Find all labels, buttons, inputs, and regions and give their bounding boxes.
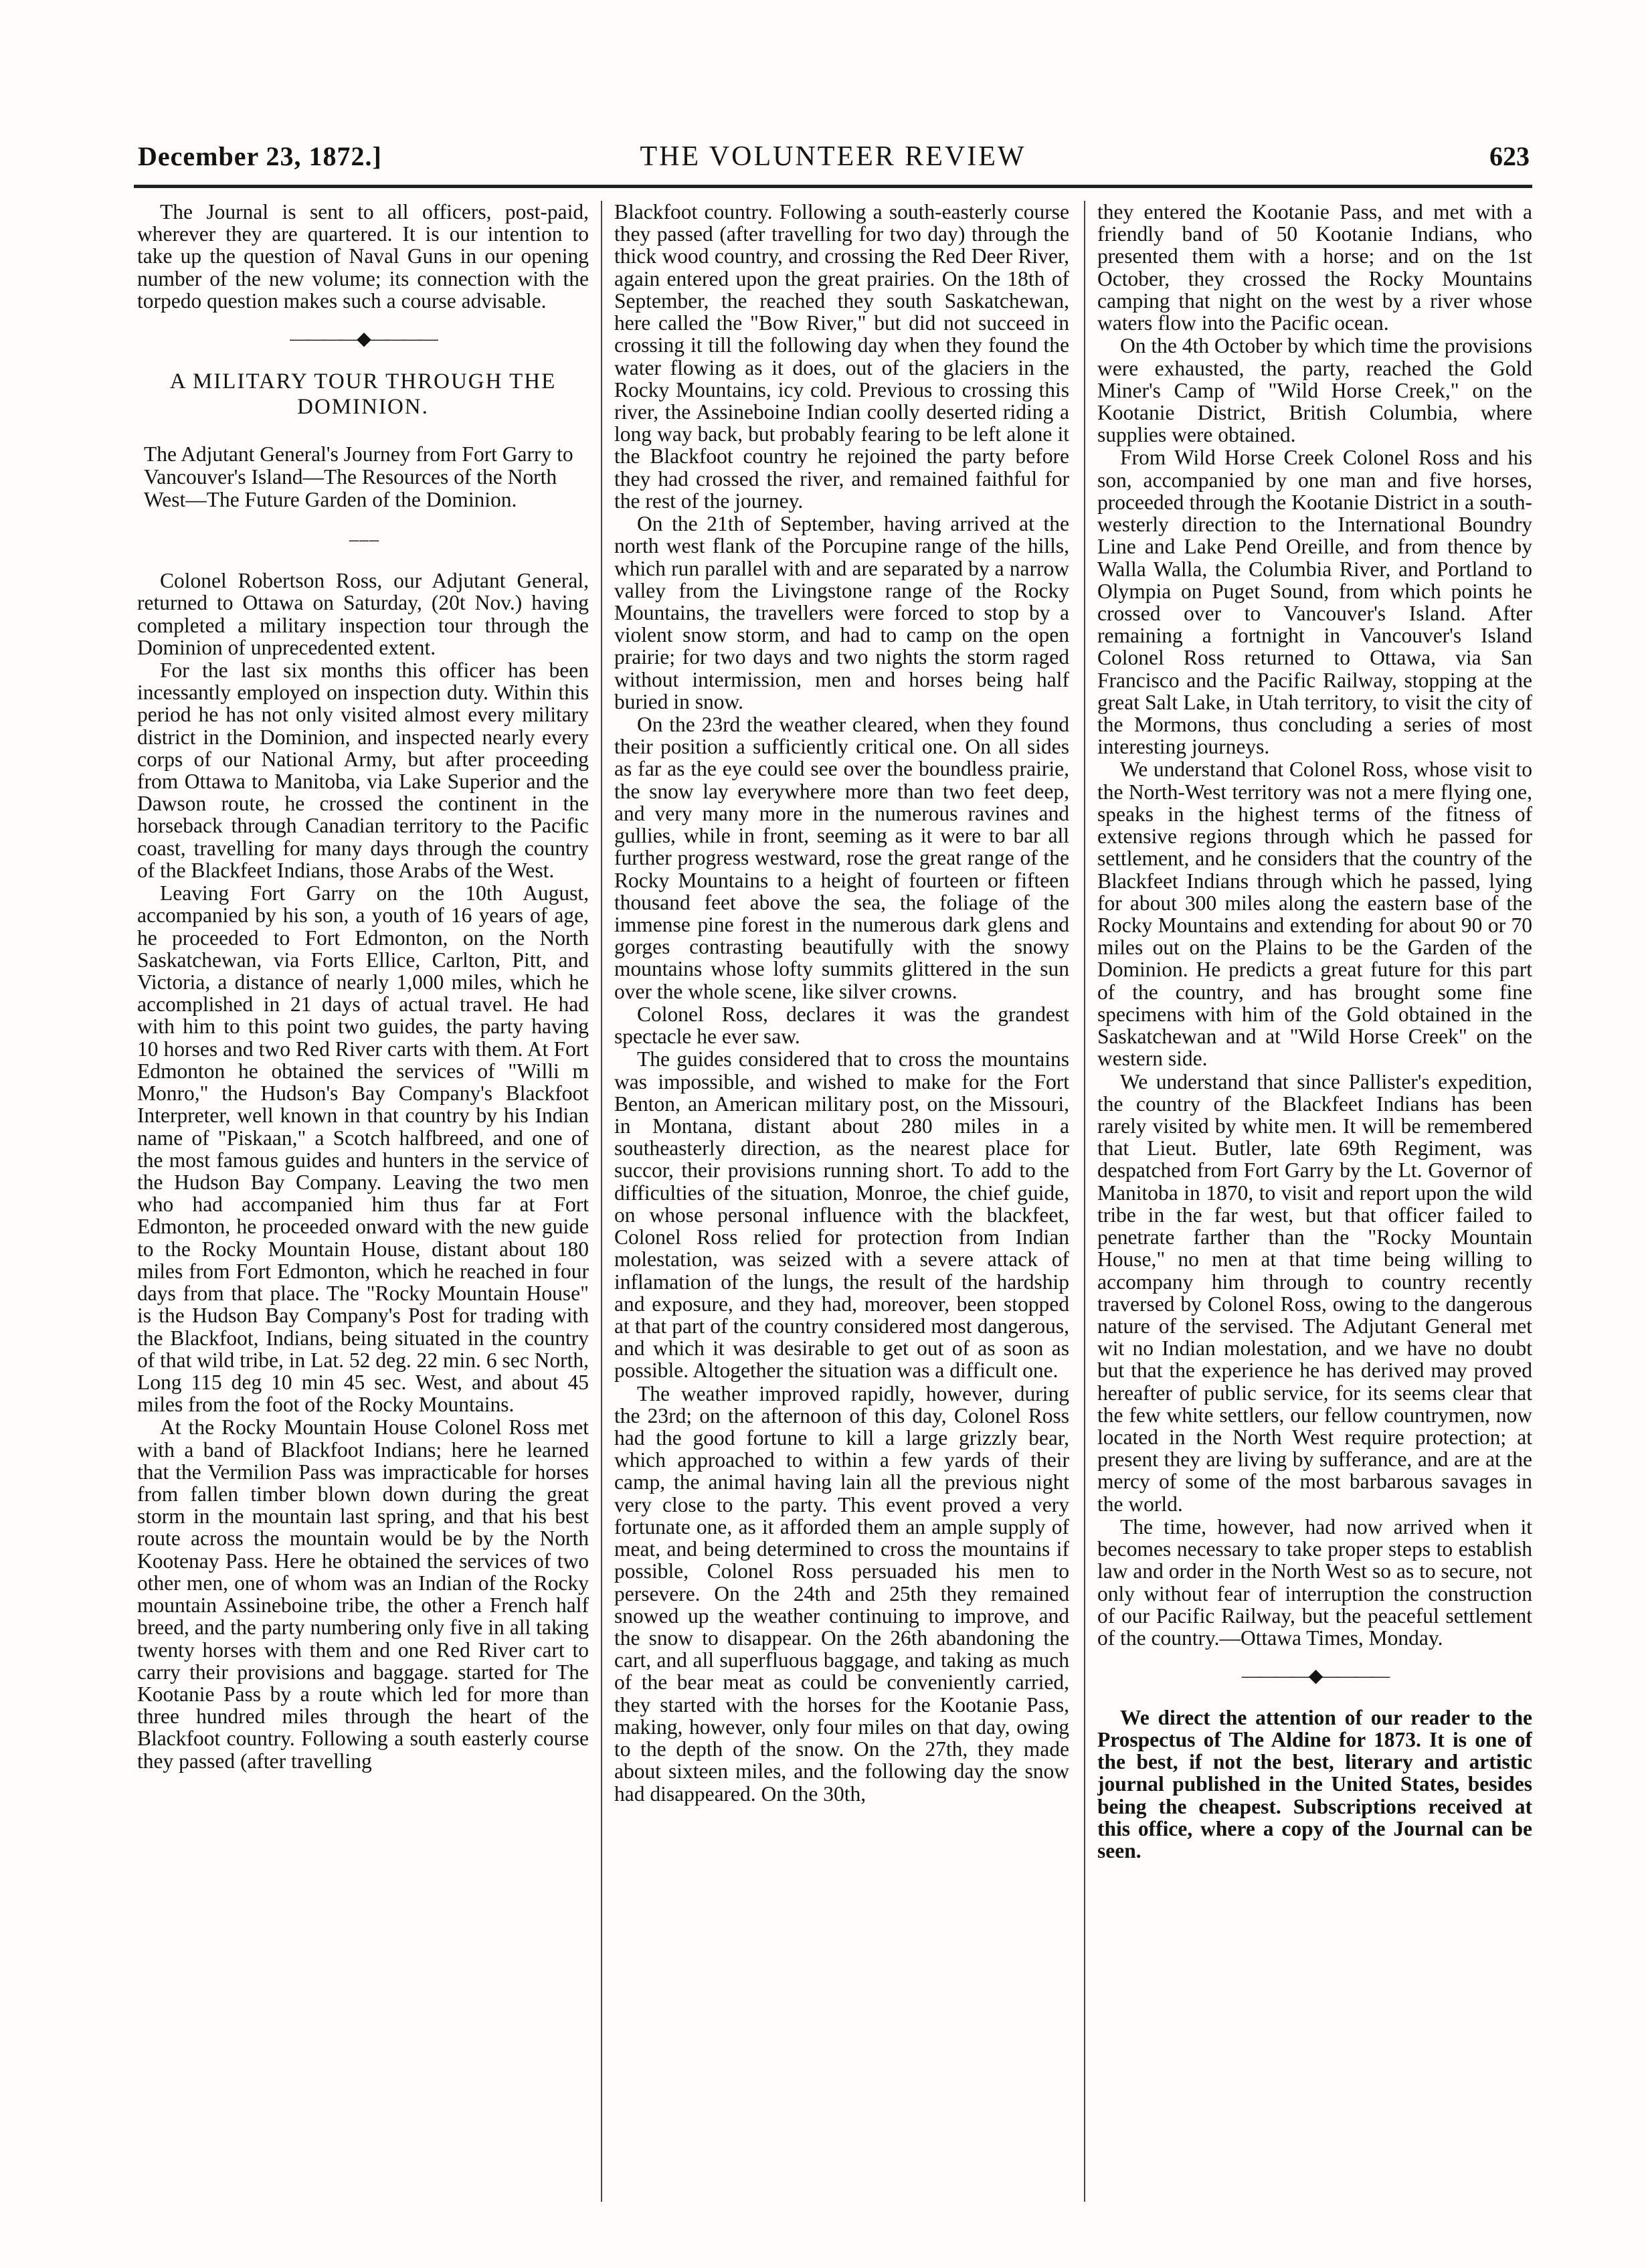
column-1 xyxy=(137,201,589,2222)
paragraph: We understand that since Pallister's expedition, the country of the Blackfeet Indians has been rarely visited by white men. It will be remembered that Lieut. Butler, late 69th Regiment, was despatched from Fort Garry by the Lt. Governor of Manitoba in 1870, to visit and report upon the wild tribe in the far west, but that officer failed to penetrate farther than the "Rocky Mountain House," no men at that time being willing to accompany him through to country recently traversed by Colonel Ross, owing to the dangerous nature of the servised. The Adjutant General met wit no Indian molestation, and we have no doubt but that the experience he has derived may proved hereafter of public service, for its seems clear that the few white settlers, our fellow countrymen, now located in the North West require protection; at present they are living by sufferance, and are at the mercy of some of the most barbarous savages in the world. xyxy=(1097,1069,1532,1516)
article-subhead: The Adjutant General's Journey from Fort Garry to Vancouver's Island—The Resources of the North West—The Future Garden of the Dominion. xyxy=(144,442,573,511)
paragraph: We understand that Colonel Ross, whose visit to the North-West territory was not a mere flying one, speaks in the highest terms of the fitness of extensive regions through which he passed for settlement, and he considers that the country of the Blackfeet Indians through which he passed, lying for about 300 miles along the eastern base of the Rocky Mountains and extending for about 90 or 70 miles out on the Plains to be the Garden of the Dominion. He predicts a great future for this part of the country, and has brought some fine specimens with him of the Gold obtained in the Saskatchewan and at "Wild Horse Creek" on the western side. xyxy=(1097,758,1532,1071)
separator-short: – – – xyxy=(349,529,377,550)
column-3 xyxy=(1097,201,1532,2222)
header-title: THE VOLUNTEER REVIEW xyxy=(640,141,1026,172)
paragraph: The guides considered that to cross the mountains was impossible, and wished to make for the Fort Benton, an American military post, on the Missouri, in Montana, distant about 280 miles in a southeasterly direction, as the nearest place for succor, their provisions running short. To add to the difficulties of the situation, Monroe, the chief guide, on whose personal influence with the blackfeet, Colonel Ross relied for protection from Indian molestation, was seized with a severe attack of inflamation of the lungs, the result of the hardship and exposure, and they had, moreover, been stopped at that part of the country considered most dangerous, and which it was desirable to get out of as soon as possible. Altogether the situation was a difficult one. xyxy=(614,1047,1069,1383)
paragraph: From Wild Horse Creek Colonel Ross and his son, accompanied by one man and five horses, proceeded through the Kootanie District in a south-westerly direction to the International Boundry Line and Lake Pend Oreille, and from thence by Walla Walla, the Columbia River, and Portland to Olympia on Puget Sound, from which points he crossed over to Vancouver's Island. After remaining a fortnight in Vancouver's Island Colonel Ross returned to Ottawa, via San Francisco and the Pacific Railway, stopping at the great Salt Lake, in Utah territory, to visit the city of the Mormons, thus concluding a series of most interesting journeys. xyxy=(1097,446,1532,759)
page-header xyxy=(134,138,1532,188)
separator: ————◆———— xyxy=(290,329,436,350)
aldine-notice: We direct the attention of our reader to the Prospectus of The Aldine for 1873. It is one of the best, if not the best, literary and artistic journal published in the United States, besides being the cheapest. Subscriptions received at this office, where a copy of the Journal can be seen. xyxy=(1097,1705,1532,1863)
column-rule-2 xyxy=(1084,201,1085,2202)
paragraph: Colonel Ross, declares it was the grandest spectacle he ever saw. xyxy=(614,1002,1069,1049)
article-headline: A MILITARY TOUR THROUGH THE DOMINION. xyxy=(169,369,557,419)
paragraph: At the Rocky Mountain House Colonel Ross met with a band of Blackfoot Indians; here he learned that the Vermilion Pass was impracticable for horses from fallen timber blown down during the great storm in the mountain last spring, and that his best route across the mountain would be by the North Kootenay Pass. Here he obtained the services of two other men, one of whom was an Indian of the Rocky mountain Assineboine tribe, the other a French half breed, and the party numbering only five in all taking twenty horses with them and one Red River cart to carry their provisions and baggage. started for The Kootanie Pass by a route which led for more than three hundred miles through the heart of the Blackfoot country. Following a south easterly course they passed (after travelling xyxy=(137,1415,589,1773)
journal-note: The Journal is sent to all officers, post-paid, wherever they are quartered. It is our intention to take up the question of Naval Guns in our opening number of the new volume; its connection with the torpedo question makes such a course advisable. xyxy=(137,201,589,313)
separator: ————◆———— xyxy=(1241,1666,1388,1687)
paragraph: On the 23rd the weather cleared, when they found their position a sufficiently critical one. On all sides as far as the eye could see over the boundless prairie, the snow lay everywhere more than two feet deep, and very many more in the numerous ravines and gullies, while in front, seeming as it were to bar all further progress westward, rose the great range of the Rocky Mountains to a height of fourteen or fifteen thousand feet above the sea, the foliage of the immense pine forest in the numerous dark glens and gorges contrasting beautifully with the snowy mountains whose lofty summits glittered in the sun over the whole scene, like silver crowns. xyxy=(614,713,1069,1003)
paragraph: Blackfoot country. Following a south-easterly course they passed (after travelling for two day) through the thick wood country, and crossing the Red Deer River, again entered upon the great prairies. On the 18th of September, the reached they south Saskatchewan, here called the "Bow River," but did not succeed in crossing it till the following day when they found the water flowing as it does, out of the glaciers in the Rocky Mountains, icy cold. Previous to crossing this river, the Assineboine Indian coolly deserted riding a long way back, but probably fearing to be left alone it the Blackfoot country he rejoined the party before they had crossed the river, and remained faithful for the rest of the journey. xyxy=(614,201,1069,513)
paragraph: On the 4th October by which time the provisions were exhausted, the party, reached the Gold Miner's Camp of "Wild Horse Creek," on the Kootanie District, British Columbia, where supplies were obtained. xyxy=(1097,334,1532,447)
column-2 xyxy=(614,201,1069,2222)
header-page-number: 623 xyxy=(1489,141,1530,171)
paragraph: For the last six months this officer has been incessantly employed on inspection duty. Within this period he has not only visited almost every military district in the Dominion, and inspected nearly every corps of our National Army, but after proceeding from Ottawa to Manitoba, via Lake Superior and the Dawson route, he crossed the continent in the horseback through Canadian territory to the Pacific coast, travelling for many days through the country of the Blackfeet Indians, those Arabs of the West. xyxy=(137,658,589,882)
paragraph: On the 21th of September, having arrived at the north west flank of the Porcupine range of the hills, which run parallel with and are separated by a narrow valley from the Livingstone range of the Rocky Mountains, the travellers were forced to stop by a violent snow storm, and had to camp on the open prairie; for two days and two nights the storm raged without intermission, men and horses being half buried in snow. xyxy=(614,512,1069,713)
paragraph: Leaving Fort Garry on the 10th August, accompanied by his son, a youth of 16 years of age, he proceeded to Fort Edmonton, on the North Saskatchewan, via Forts Ellice, Carlton, Pitt, and Victoria, a distance of nearly 1,000 miles, which he accomplished in 21 days of actual travel. He had with him to this point two guides, the party having 10 horses and two Red River carts with them. At Fort Edmonton he obtained the services of "Willi m Monro," the Hudson's Bay Company's Blackfoot Interpreter, well known in that country by his Indian name of "Piskaan," a Scotch halfbreed, and one of the most famous guides and hunters in the service of the Hudson Bay Company. Leaving the two men who had accompanied him thus far at Fort Edmonton, he proceeded onward with the new guide to the Rocky Mountain House, distant about 180 miles from Fort Edmonton, which he reached in four days from that place. The "Rocky Mountain House" is the Hudson Bay Company's Post for trading with the Blackfoot, Indians, being situated in the country of that wild tribe, in Lat. 52 deg. 22 min. 6 sec North, Long 115 deg 10 min 45 sec. West, and about 45 miles from the foot of the Rocky Mountains. xyxy=(137,881,589,1417)
paragraph: Colonel Robertson Ross, our Adjutant General, returned to Ottawa on Saturday, (20t Nov.) having completed a military inspection tour through the Dominion of unprecedented extent. xyxy=(137,569,589,659)
paragraph: The time, however, had now arrived when it becomes necessary to take proper steps to establish law and order in the North West so as to secure, not only without fear of interruption the construction of our Pacific Railway, but the peaceful settlement of the country.—Ottawa Times, Monday. xyxy=(1097,1514,1532,1650)
paragraph: they entered the Kootanie Pass, and met with a friendly band of 50 Kootanie Indians, who presented them with a horse; and on the 1st October, they crossed the Rocky Mountains camping that night on the west by a river whose waters flow into the Pacific ocean. xyxy=(1097,201,1532,335)
column-rule-1 xyxy=(601,201,602,2202)
header-date: December 23, 1872.] xyxy=(138,141,382,171)
paragraph: The weather improved rapidly, however, during the 23rd; on the afternoon of this day, Colonel Ross had the good fortune to kill a large grizzly bear, which approached to within a few yards of their camp, the animal having lain all the previous night very close to the party. This event proved a very fortunate one, as it afforded them an ample supply of meat, and being determined to cross the mountains if possible, Colonel Ross persuaded his men to persevere. On the 24th and 25th they remained snowed up the weather continuing to improve, and the snow to disappear. On the 26th abandoning the cart, and all superfluous baggage, and taking as much of the bear meat as could be conveniently carried, they started with the horses for the Kootanie Pass, making, however, only four miles on that day, owing to the depth of the snow. On the 27th, they made about sixteen miles, and the following day the snow had disappeared. On the 30th, xyxy=(614,1381,1069,1806)
